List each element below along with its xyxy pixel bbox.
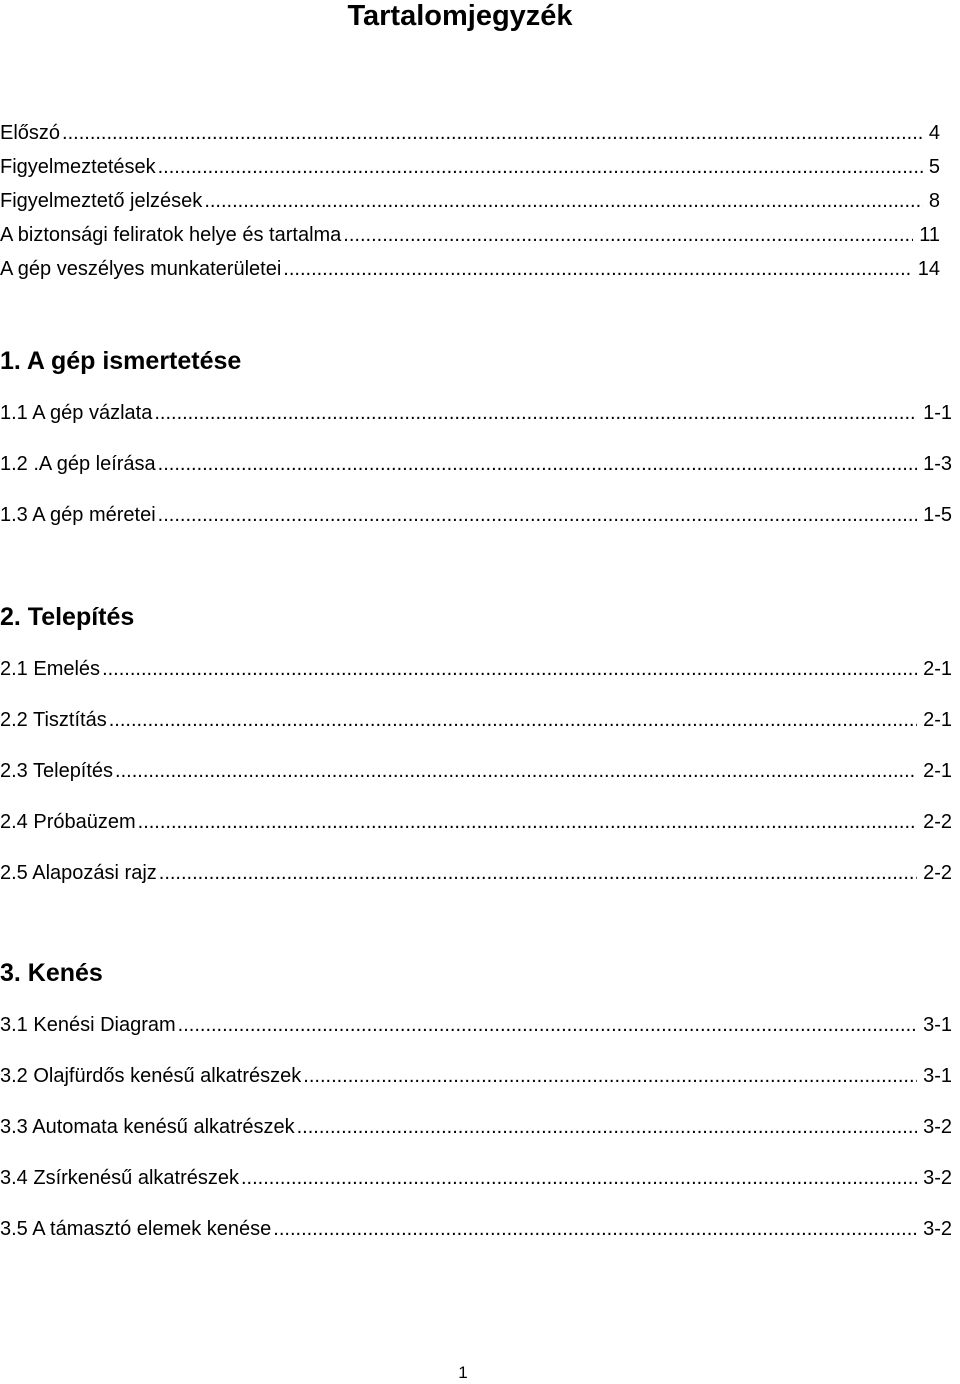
toc-leader-dots (283, 256, 911, 282)
toc-entry-page: 1-1 (923, 402, 952, 424)
toc-leader-dots (158, 451, 917, 477)
toc-entry-3-4[interactable] (0, 1165, 952, 1191)
toc-entry-page: 5 (928, 156, 940, 178)
toc-entry-page: 1-5 (923, 504, 952, 526)
toc-entry-label: 3.5 A támasztó elemek kenése (0, 1218, 272, 1240)
toc-entry-1-1[interactable] (0, 400, 952, 426)
toc-entry-label: Előszó (0, 122, 61, 144)
toc-leader-dots (178, 1012, 917, 1038)
toc-entry-page: 3-2 (923, 1116, 952, 1138)
section-heading-3: 3. Kenés (0, 959, 103, 987)
toc-entry-page: 8 (928, 190, 940, 212)
toc-entry-1-2[interactable] (0, 451, 952, 477)
toc-entry-page: 2-2 (923, 862, 952, 884)
toc-entry-3-2[interactable] (0, 1063, 952, 1089)
toc-entry-label: 3.2 Olajfürdős kenésű alkatrészek (0, 1065, 302, 1087)
toc-entry-label: 3.1 Kenési Diagram (0, 1014, 176, 1036)
toc-entry-page: 2-1 (923, 709, 952, 731)
toc-entry-label: 1.1 A gép vázlata (0, 402, 153, 424)
toc-entry-2-4[interactable] (0, 809, 952, 835)
toc-entry-3-1[interactable] (0, 1012, 952, 1038)
page-number: 1 (458, 1363, 468, 1382)
toc-entry-label: 3.4 Zsírkenésű alkatrészek (0, 1167, 239, 1189)
toc-entry-label: 2.3 Telepítés (0, 760, 114, 782)
toc-entry-warning-signs[interactable] (0, 188, 940, 214)
toc-leader-dots (273, 1216, 917, 1242)
toc-entry-2-1[interactable] (0, 656, 952, 682)
toc-entry-3-5[interactable] (0, 1216, 952, 1242)
toc-entry-page: 2-1 (923, 760, 952, 782)
toc-entry-warnings[interactable] (0, 154, 940, 180)
toc-entry-label: A gép veszélyes munkaterületei (0, 258, 282, 280)
toc-entry-page: 3-2 (923, 1218, 952, 1240)
toc-entry-page: 1-3 (923, 453, 952, 475)
toc-entry-danger-zones[interactable] (0, 256, 940, 282)
section-heading-1: 1. A gép ismertetése (0, 347, 242, 375)
toc-leader-dots (62, 120, 923, 146)
toc-entry-label: Figyelmeztető jelzések (0, 190, 203, 212)
toc-entry-2-2[interactable] (0, 707, 952, 733)
toc-leader-dots (303, 1063, 917, 1089)
toc-leader-dots (138, 809, 917, 835)
toc-entry-2-5[interactable] (0, 860, 952, 886)
toc-entry-page: 2-2 (923, 811, 952, 833)
toc-leader-dots (159, 860, 917, 886)
toc-entry-label: A biztonsági feliratok helye és tartalma (0, 224, 342, 246)
toc-leader-dots (158, 502, 917, 528)
toc-leader-dots (102, 656, 917, 682)
toc-leader-dots (241, 1165, 917, 1191)
toc-entry-label: 2.5 Alapozási rajz (0, 862, 157, 884)
toc-entry-page: 3-1 (923, 1014, 952, 1036)
toc-leader-dots (343, 222, 913, 248)
toc-entry-label: 1.2 .A gép leírása (0, 453, 156, 475)
toc-entry-3-3[interactable] (0, 1114, 952, 1140)
page-title: Tartalomjegyzék (347, 0, 573, 32)
toc-entry-label: 2.4 Próbaüzem (0, 811, 136, 833)
toc-entry-label: 3.3 Automata kenésű alkatrészek (0, 1116, 295, 1138)
toc-entry-page: 11 (919, 224, 940, 246)
toc-leader-dots (115, 758, 917, 784)
toc-entry-1-3[interactable] (0, 502, 952, 528)
toc-entry-label: 1.3 A gép méretei (0, 504, 156, 526)
toc-entry-foreword[interactable] (0, 120, 940, 146)
toc-leader-dots (154, 400, 917, 426)
toc-entry-safety-labels[interactable] (0, 222, 940, 248)
toc-leader-dots (109, 707, 917, 733)
toc-entry-page: 4 (928, 122, 940, 144)
toc-entry-label: 2.2 Tisztítás (0, 709, 107, 731)
toc-entry-label: 2.1 Emelés (0, 658, 101, 680)
toc-entry-page: 3-2 (923, 1167, 952, 1189)
toc-entry-2-3[interactable] (0, 758, 952, 784)
toc-entry-page: 14 (917, 258, 940, 280)
section-heading-2: 2. Telepítés (0, 603, 135, 631)
toc-entry-page: 2-1 (923, 658, 952, 680)
toc-entry-label: Figyelmeztetések (0, 156, 156, 178)
toc-leader-dots (204, 188, 923, 214)
toc-leader-dots (158, 154, 923, 180)
toc-leader-dots (297, 1114, 917, 1140)
toc-entry-page: 3-1 (923, 1065, 952, 1087)
